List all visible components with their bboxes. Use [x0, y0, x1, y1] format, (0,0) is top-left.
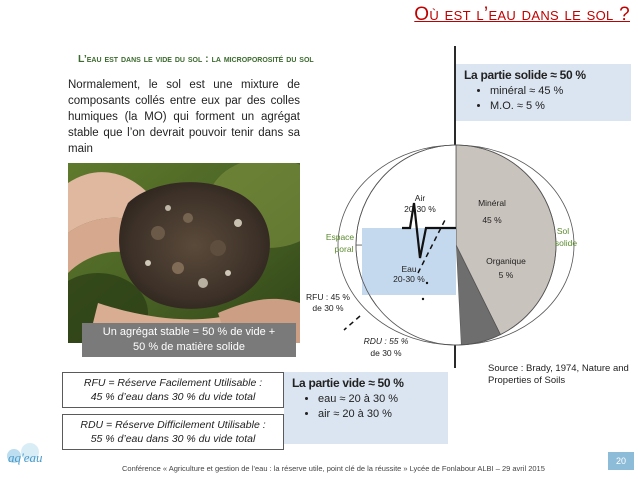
void-part-item: • air ≈ 20 à 30 %: [318, 407, 448, 422]
void-part-heading: La partie vide ≈ 50 %: [292, 376, 404, 390]
solid-soil-label: Sol: [556, 226, 570, 236]
soil-photo-illustration: [68, 163, 300, 343]
photo-caption-line1: Un agrégat stable = 50 % de vide +: [102, 326, 276, 338]
void-part-list: [284, 392, 448, 422]
rfu-label: de 30 %: [312, 303, 344, 313]
air-label: Air: [414, 193, 426, 203]
soil-aggregate-photo: [68, 163, 300, 343]
intro-paragraph: Normalement, le sol est une mixture de composants collés entre eux par des colles humiques (la MO) qui forment un agrégat stable que l’on devrait pouvoir tenir dans sa main: [68, 79, 300, 155]
solid-part-item: • M.O. ≈ 5 %: [490, 99, 631, 114]
solid-part-item: • minéral ≈ 45 %: [490, 84, 631, 99]
solid-part-list: [456, 84, 631, 114]
page-number: 20: [608, 452, 634, 470]
photo-caption: [82, 323, 296, 357]
slide-subtitle: L’eau est dans le vide du sol : la microporosité du sol: [78, 53, 314, 65]
rdu-label: RDU : 55 %: [363, 336, 409, 346]
organic-label: Organique: [486, 256, 526, 266]
water-zone: [362, 228, 456, 295]
water-label: Eau: [401, 264, 417, 274]
rfu-definition-line1: RFU = Réserve Facilement Utilisable :: [83, 377, 263, 389]
solid-part-heading: La partie solide ≈ 50 %: [464, 68, 586, 82]
organic-value: 5 %: [498, 270, 514, 280]
rfu-definition-box: [62, 372, 284, 408]
rdu-definition-box: [62, 414, 284, 450]
solid-soil-label: solide: [554, 238, 578, 248]
rfu-label: RFU : 45 %: [306, 292, 350, 302]
water-value: 20-30 %: [393, 274, 425, 284]
pore-space-label: Espace: [325, 232, 355, 242]
page-title: Où est l’eau dans le sol ?: [414, 4, 630, 25]
logo-text: aq'eau: [8, 450, 43, 465]
air-value: 20-30 %: [404, 204, 436, 214]
marker-dot: [422, 298, 424, 300]
void-part-item: • eau ≈ 20 à 30 %: [318, 392, 448, 407]
rfu-definition-line2: 45 % d’eau dans 30 % du vide total: [90, 391, 256, 403]
rdu-boundary: [344, 316, 360, 330]
logo-graphic: [4, 438, 52, 472]
footer-text: Conférence « Agriculture et gestion de l’eau : la réserve utile, point clé de la réussite » Lycée de Fonlabour ALBI – 29 avril 2015: [122, 464, 545, 473]
source-citation: Source : Brady, 1974, Nature and Properties of Soils: [488, 363, 629, 386]
mineral-label: Minéral: [478, 198, 506, 208]
solid-part-box: [456, 64, 631, 121]
void-part-box: [284, 372, 448, 444]
aqueau-logo-icon: [4, 438, 52, 472]
soil-composition-diagram: [300, 128, 600, 368]
rdu-definition-line2: 55 % d’eau dans 30 % du vide total: [90, 433, 256, 445]
mineral-value: 45 %: [482, 215, 502, 225]
photo-caption-line2: 50 % de matière solide: [133, 341, 245, 353]
rdu-label: de 30 %: [370, 348, 402, 358]
marker-dot: [426, 282, 428, 284]
rdu-definition-line1: RDU = Réserve Difficilement Utilisable :: [80, 419, 266, 431]
pore-space-label: poral: [334, 244, 354, 254]
